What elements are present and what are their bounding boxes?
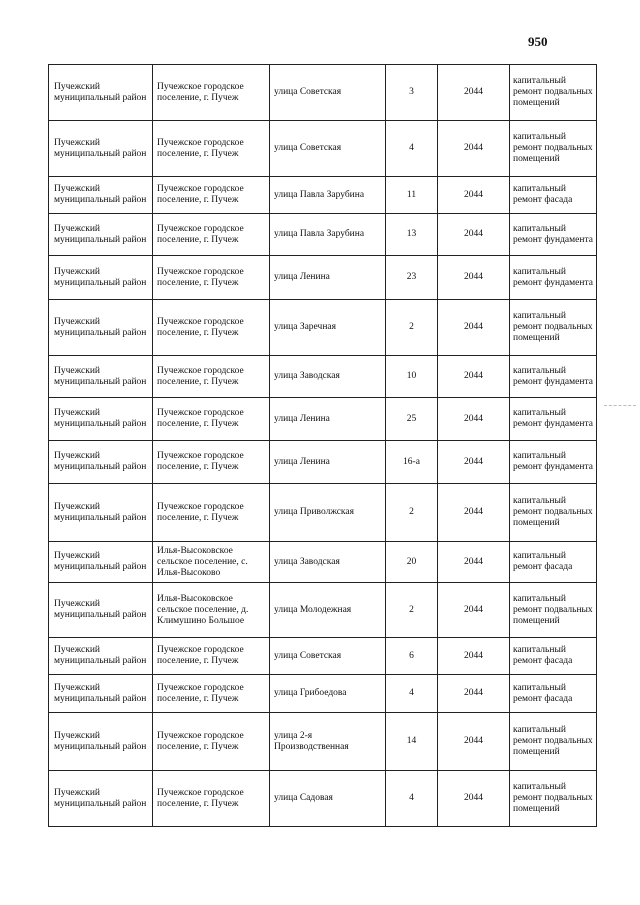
table-row	[49, 356, 597, 398]
work-type-cell: капитальный ремонт фасада	[510, 675, 597, 713]
house-number-cell: 16-а	[386, 441, 438, 484]
work-type-cell: капитальный ремонт подвальных помещений	[510, 65, 597, 121]
year-cell: 2044	[438, 398, 510, 441]
house-number-cell: 25	[386, 398, 438, 441]
year-cell: 2044	[438, 713, 510, 771]
work-type-cell: капитальный ремонт фасада	[510, 638, 597, 675]
year-cell: 2044	[438, 65, 510, 121]
work-type-cell: капитальный ремонт подвальных помещений	[510, 583, 597, 638]
table-row	[49, 484, 597, 542]
table-row	[49, 300, 597, 356]
year-cell: 2044	[438, 675, 510, 713]
work-type-cell: капитальный ремонт фундамента	[510, 256, 597, 300]
house-number-cell: 4	[386, 121, 438, 177]
district-cell: Пучежский муниципальный район	[49, 583, 153, 638]
table-row	[49, 65, 597, 121]
district-cell: Пучежский муниципальный район	[49, 398, 153, 441]
settlement-cell: Пучежское городское поселение, г. Пучеж	[153, 300, 270, 356]
street-cell: улица Заводская	[270, 356, 386, 398]
table-row	[49, 398, 597, 441]
street-cell: улица Ленина	[270, 398, 386, 441]
district-cell: Пучежский муниципальный район	[49, 256, 153, 300]
work-type-cell: капитальный ремонт подвальных помещений	[510, 713, 597, 771]
street-cell: улица Грибоедова	[270, 675, 386, 713]
district-cell: Пучежский муниципальный район	[49, 356, 153, 398]
table-row	[49, 177, 597, 214]
repair-schedule-table-wrapper	[48, 64, 597, 827]
settlement-cell: Пучежское городское поселение, г. Пучеж	[153, 121, 270, 177]
district-cell: Пучежский муниципальный район	[49, 214, 153, 256]
year-cell: 2044	[438, 542, 510, 583]
settlement-cell: Пучежское городское поселение, г. Пучеж	[153, 713, 270, 771]
house-number-cell: 23	[386, 256, 438, 300]
table-row	[49, 121, 597, 177]
work-type-cell: капитальный ремонт подвальных помещений	[510, 484, 597, 542]
settlement-cell: Пучежское городское поселение, г. Пучеж	[153, 771, 270, 827]
district-cell: Пучежский муниципальный район	[49, 441, 153, 484]
year-cell: 2044	[438, 583, 510, 638]
page-number: 950	[528, 34, 548, 49]
street-cell: улица Ленина	[270, 256, 386, 300]
street-cell: улица Заводская	[270, 542, 386, 583]
district-cell: Пучежский муниципальный район	[49, 121, 153, 177]
work-type-cell: капитальный ремонт фундамента	[510, 398, 597, 441]
settlement-cell: Пучежское городское поселение, г. Пучеж	[153, 484, 270, 542]
year-cell: 2044	[438, 441, 510, 484]
scan-edge-mark	[604, 405, 636, 406]
district-cell: Пучежский муниципальный район	[49, 638, 153, 675]
table-row	[49, 713, 597, 771]
house-number-cell: 10	[386, 356, 438, 398]
year-cell: 2044	[438, 177, 510, 214]
street-cell: улица Павла Зарубина	[270, 177, 386, 214]
district-cell: Пучежский муниципальный район	[49, 713, 153, 771]
settlement-cell: Илья-Высоковское сельское поселение, д. Климушино Большое	[153, 583, 270, 638]
district-cell: Пучежский муниципальный район	[49, 771, 153, 827]
table-row	[49, 441, 597, 484]
work-type-cell: капитальный ремонт фундамента	[510, 356, 597, 398]
table-row	[49, 771, 597, 827]
year-cell: 2044	[438, 356, 510, 398]
year-cell: 2044	[438, 300, 510, 356]
street-cell: улица Приволжская	[270, 484, 386, 542]
house-number-cell: 4	[386, 771, 438, 827]
table-row	[49, 638, 597, 675]
district-cell: Пучежский муниципальный район	[49, 177, 153, 214]
work-type-cell: капитальный ремонт фасада	[510, 542, 597, 583]
district-cell: Пучежский муниципальный район	[49, 484, 153, 542]
work-type-cell: капитальный ремонт фундамента	[510, 441, 597, 484]
work-type-cell: капитальный ремонт подвальных помещений	[510, 771, 597, 827]
settlement-cell: Пучежское городское поселение, г. Пучеж	[153, 441, 270, 484]
street-cell: улица Заречная	[270, 300, 386, 356]
house-number-cell: 2	[386, 583, 438, 638]
street-cell: улица Советская	[270, 638, 386, 675]
district-cell: Пучежский муниципальный район	[49, 65, 153, 121]
street-cell: улица Павла Зарубина	[270, 214, 386, 256]
settlement-cell: Пучежское городское поселение, г. Пучеж	[153, 214, 270, 256]
work-type-cell: капитальный ремонт подвальных помещений	[510, 300, 597, 356]
settlement-cell: Пучежское городское поселение, г. Пучеж	[153, 398, 270, 441]
house-number-cell: 13	[386, 214, 438, 256]
street-cell: улица Ленина	[270, 441, 386, 484]
house-number-cell: 2	[386, 484, 438, 542]
district-cell: Пучежский муниципальный район	[49, 675, 153, 713]
house-number-cell: 11	[386, 177, 438, 214]
settlement-cell: Илья-Высоковское сельское поселение, с. Илья-Высоково	[153, 542, 270, 583]
district-cell: Пучежский муниципальный район	[49, 542, 153, 583]
table-row	[49, 214, 597, 256]
settlement-cell: Пучежское городское поселение, г. Пучеж	[153, 256, 270, 300]
table-row	[49, 583, 597, 638]
work-type-cell: капитальный ремонт подвальных помещений	[510, 121, 597, 177]
table-body	[49, 65, 597, 827]
street-cell: улица Советская	[270, 65, 386, 121]
year-cell: 2044	[438, 484, 510, 542]
street-cell: улица Садовая	[270, 771, 386, 827]
year-cell: 2044	[438, 771, 510, 827]
table-row	[49, 675, 597, 713]
table-row	[49, 542, 597, 583]
house-number-cell: 2	[386, 300, 438, 356]
work-type-cell: капитальный ремонт фундамента	[510, 214, 597, 256]
street-cell: улица Советская	[270, 121, 386, 177]
table-row	[49, 256, 597, 300]
street-cell: улица Молодежная	[270, 583, 386, 638]
settlement-cell: Пучежское городское поселение, г. Пучеж	[153, 177, 270, 214]
house-number-cell: 6	[386, 638, 438, 675]
year-cell: 2044	[438, 214, 510, 256]
work-type-cell: капитальный ремонт фасада	[510, 177, 597, 214]
district-cell: Пучежский муниципальный район	[49, 300, 153, 356]
house-number-cell: 3	[386, 65, 438, 121]
house-number-cell: 4	[386, 675, 438, 713]
year-cell: 2044	[438, 256, 510, 300]
house-number-cell: 20	[386, 542, 438, 583]
street-cell: улица 2-я Производственная	[270, 713, 386, 771]
house-number-cell: 14	[386, 713, 438, 771]
settlement-cell: Пучежское городское поселение, г. Пучеж	[153, 356, 270, 398]
settlement-cell: Пучежское городское поселение, г. Пучеж	[153, 675, 270, 713]
settlement-cell: Пучежское городское поселение, г. Пучеж	[153, 638, 270, 675]
settlement-cell: Пучежское городское поселение, г. Пучеж	[153, 65, 270, 121]
repair-schedule-table	[48, 64, 597, 827]
year-cell: 2044	[438, 638, 510, 675]
year-cell: 2044	[438, 121, 510, 177]
